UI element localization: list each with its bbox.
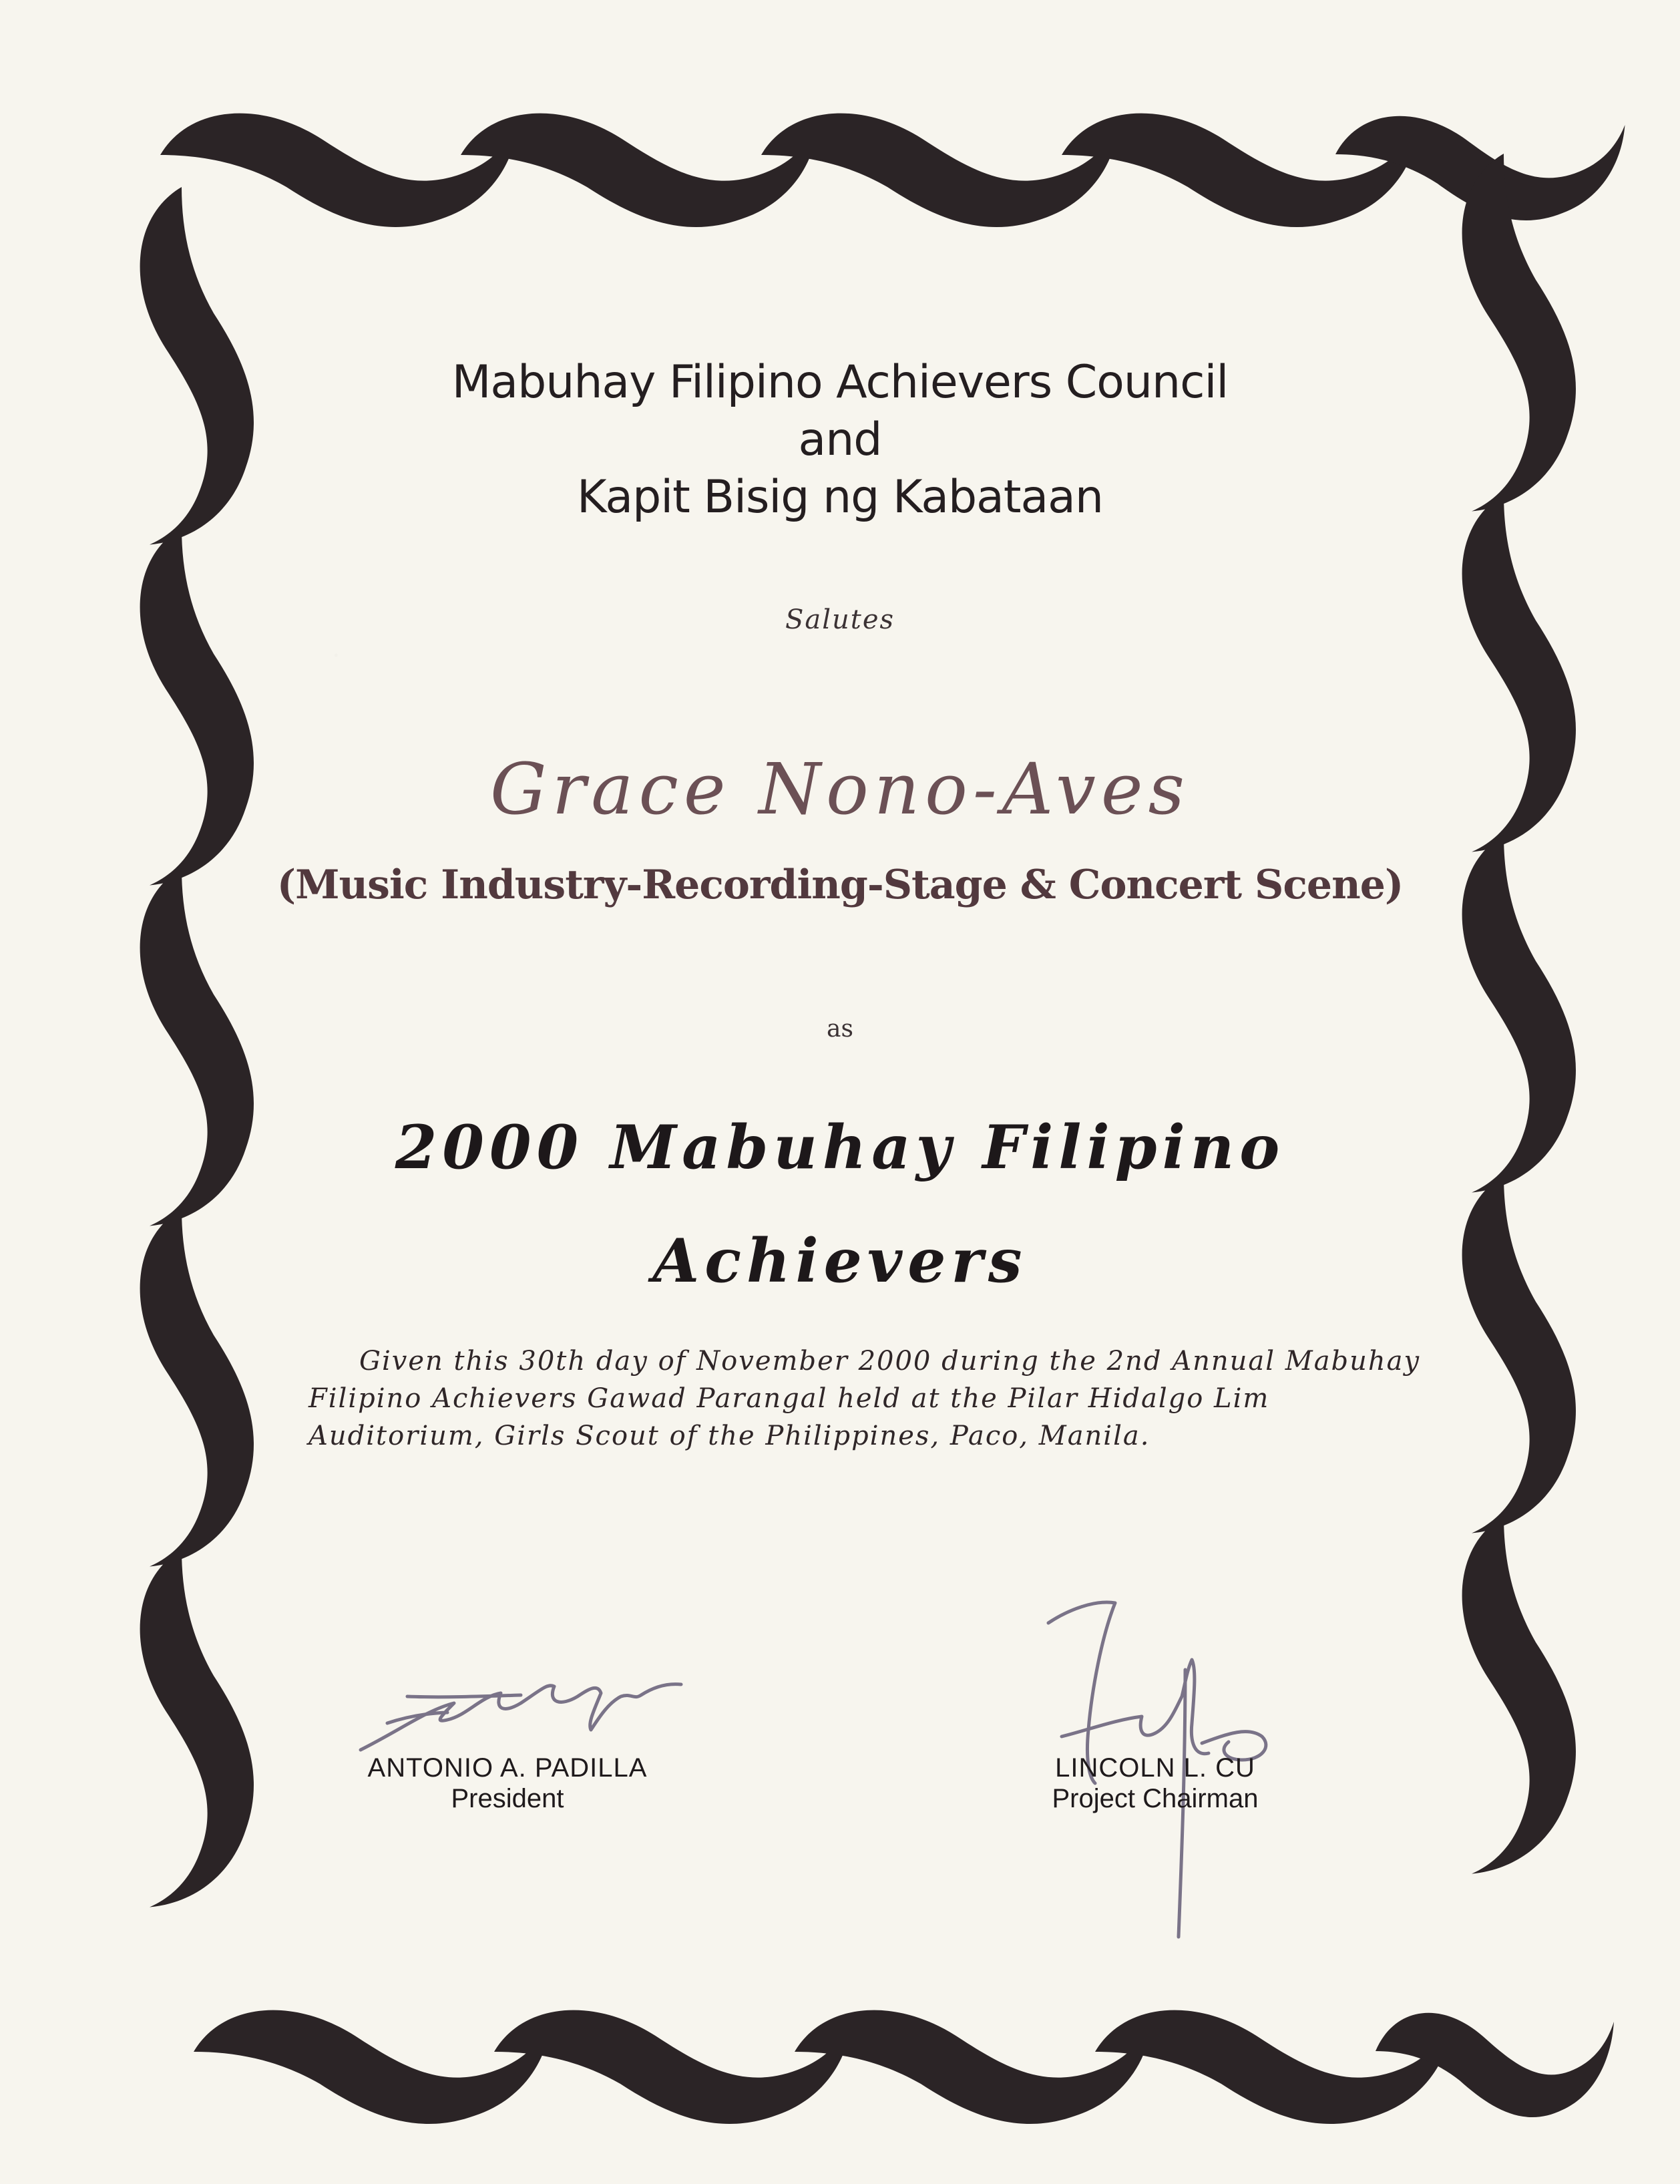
recipient-category: (Music Industry-Recording-Stage & Concert Scene) — [276, 862, 1404, 908]
org-name-line1: Mabuhay Filipino Achievers Council — [451, 356, 1229, 409]
org-name-line3: Kapit Bisig ng Kabataan — [577, 471, 1103, 524]
given-line2: Filipino Achievers Gawad Parangal held at the Pilar Hidalgo Lim — [308, 1383, 1270, 1414]
org-name-line2: and — [798, 413, 882, 466]
award-title-line1: 2000 Mabuhay Filipino — [395, 1112, 1285, 1183]
signatory-title: Project Chairman — [1052, 1784, 1259, 1813]
given-line1: Given this 30th day of November 2000 during the 2nd Annual Mabuhay — [359, 1346, 1421, 1377]
given-statement — [308, 1342, 1421, 1455]
signatory-name: LINCOLN L. CU — [1055, 1753, 1255, 1783]
signatory-name: ANTONIO A. PADILLA — [367, 1753, 648, 1783]
signatory-president — [327, 1753, 688, 1815]
handwritten-signature-icon — [347, 1656, 721, 1763]
signatory-title: President — [451, 1784, 564, 1813]
issuing-organizations — [0, 354, 1680, 526]
given-line3: Auditorium, Girls Scout of the Philippines, Paco, Manila. — [308, 1421, 1150, 1451]
recipient-name: Grace Nono-Aves — [489, 748, 1191, 830]
as-text: as — [827, 1015, 853, 1043]
signatory-project-chairman — [1015, 1753, 1295, 1815]
award-title-line2: Achievers — [652, 1226, 1028, 1296]
salutes-text: Salutes — [785, 604, 895, 635]
